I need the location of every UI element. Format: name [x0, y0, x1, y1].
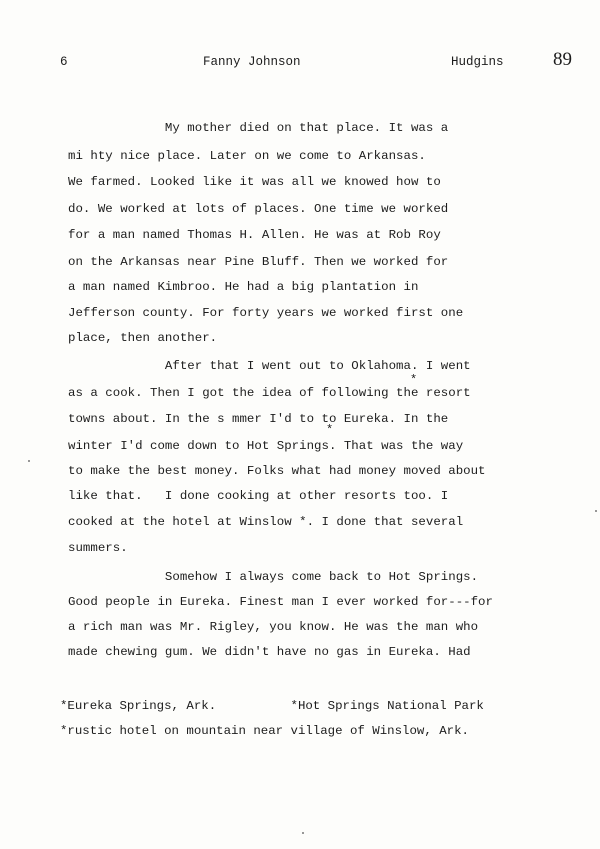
text-line: winter I'd come down to Hot Springs. That was the way — [68, 439, 464, 453]
text-line: mi hty nice place. Later on we come to Arkansas. — [68, 149, 426, 163]
footnote-marker: * — [410, 373, 418, 387]
text-line: After that I went out to Oklahoma. I went — [68, 359, 471, 373]
scan-speck — [28, 460, 30, 462]
footnote-line: *rustic hotel on mountain near village of Winslow, Ark. — [60, 724, 469, 738]
text-line: for a man named Thomas H. Allen. He was at Rob Roy — [68, 228, 441, 242]
text-line: like that. I done cooking at other resorts too. I — [68, 489, 449, 503]
text-line: a man named Kimbroo. He had a big plantation in — [68, 280, 419, 294]
text-line: do. We worked at lots of places. One time we worked — [68, 202, 449, 216]
interviewer-name: Hudgins — [451, 55, 504, 69]
text-line: a rich man was Mr. Rigley, you know. He was the man who — [68, 620, 479, 634]
text-line: place, then another. — [68, 331, 218, 345]
text-line: summers. — [68, 541, 128, 555]
text-line: Jefferson county. For forty years we worked first one — [68, 306, 464, 320]
page-number: 89 — [553, 49, 572, 70]
scan-speck — [302, 832, 304, 834]
informant-name: Fanny Johnson — [203, 55, 301, 69]
text-line: made chewing gum. We didn't have no gas in Eureka. Had — [68, 645, 471, 659]
text-line: We farmed. Looked like it was all we knowed how to — [68, 175, 441, 189]
footnote-line: *Eureka Springs, Ark. *Hot Springs National Park — [60, 699, 484, 713]
text-line: cooked at the hotel at Winslow *. I done that several — [68, 515, 464, 529]
text-line: on the Arkansas near Pine Bluff. Then we worked for — [68, 255, 449, 269]
scan-speck — [595, 510, 597, 512]
text-line: towns about. In the s mmer I'd to to Eureka. In the — [68, 412, 449, 426]
section-number: 6 — [60, 55, 68, 69]
footnote-marker: * — [326, 423, 334, 437]
text-line: to make the best money. Folks what had money moved about — [68, 464, 486, 478]
text-line: Somehow I always come back to Hot Springs. — [68, 570, 479, 584]
text-line: as a cook. Then I got the idea of following the resort — [68, 386, 471, 400]
text-line: Good people in Eureka. Finest man I ever worked for---for — [68, 595, 493, 609]
text-line: My mother died on that place. It was a — [68, 121, 449, 135]
